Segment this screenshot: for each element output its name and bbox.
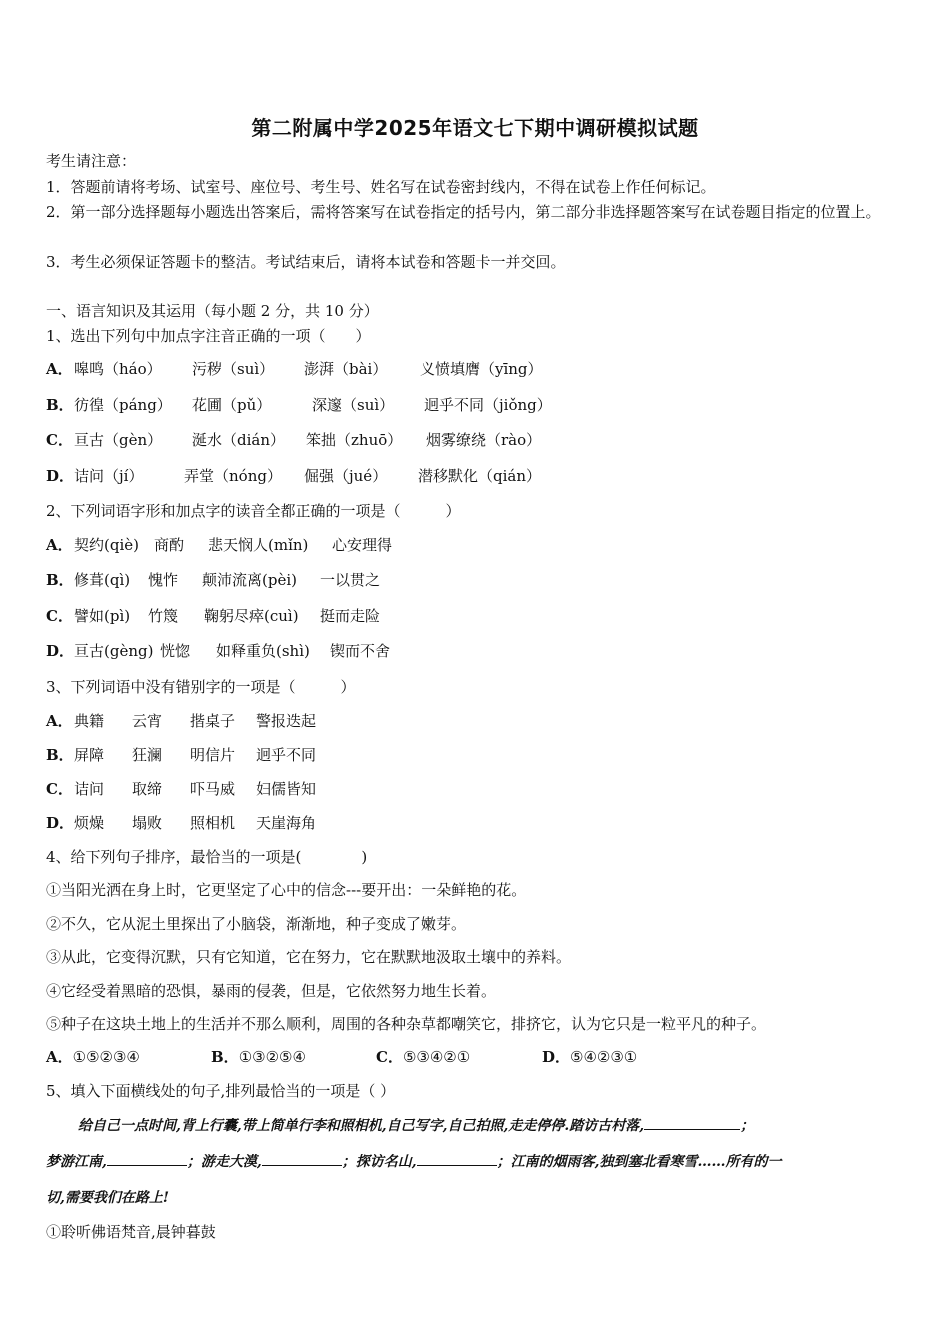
option-item: 塌败 bbox=[132, 814, 163, 832]
page-title: 第二附属中学2025年语文七下期中调研模拟试题 bbox=[251, 116, 699, 140]
q2-stem: 2、下列词语字形和加点字的读音全都正确的一项是（ ） bbox=[46, 502, 461, 520]
passage-line-1 bbox=[46, 1108, 906, 1144]
option-item: 商酌 bbox=[154, 536, 185, 554]
option-item: 义愤填膺（yīng） bbox=[420, 360, 543, 378]
option-letter: D． bbox=[46, 814, 75, 832]
choice-text: ①③②⑤④ bbox=[238, 1048, 306, 1066]
q4-sentence-3: ③从此，它变得沉默，只有它知道，它在努力，它在默默地汲取土壤中的养料。 bbox=[46, 948, 572, 966]
option-item: 恍惚 bbox=[160, 642, 191, 660]
q1-option-a[interactable] bbox=[46, 359, 543, 379]
option-item: 迥乎不同 bbox=[256, 746, 317, 764]
option-item: 警报迭起 bbox=[256, 712, 317, 730]
option-item: 锲而不舍 bbox=[330, 642, 391, 660]
choice-letter: A． bbox=[46, 1048, 73, 1066]
q3-option-a[interactable] bbox=[46, 711, 316, 731]
q1-option-c[interactable] bbox=[46, 430, 541, 450]
option-item: 云宵 bbox=[132, 712, 163, 730]
q5-item-1: ①聆听佛语梵音,晨钟暮鼓 bbox=[46, 1223, 216, 1241]
option-item: 挺而走险 bbox=[320, 607, 381, 625]
q2-option-b[interactable] bbox=[46, 570, 380, 590]
option-item: 一以贯之 bbox=[320, 571, 381, 589]
option-item: 明信片 bbox=[190, 746, 236, 764]
section-heading: 一、语言知识及其运用（每小题 2 分，共 10 分） bbox=[46, 302, 379, 320]
q4-sentence-2: ②不久，它从泥土里探出了小脑袋，渐渐地，种子变成了嫩芽。 bbox=[46, 915, 467, 933]
option-item: 屏障 bbox=[74, 746, 105, 764]
option-item: 取缔 bbox=[132, 780, 163, 798]
blank-1[interactable] bbox=[644, 1115, 740, 1130]
option-item: 弄堂（nóng） bbox=[184, 467, 282, 485]
q4-choice-b[interactable] bbox=[211, 1047, 376, 1067]
option-item: 天崖海角 bbox=[256, 814, 317, 832]
option-item: 悲天悯人(mǐn) bbox=[208, 536, 309, 554]
option-item: 花圃（pǔ） bbox=[192, 396, 272, 414]
option-item: 颠沛流离(pèi) bbox=[202, 571, 297, 589]
q4-choice-d[interactable] bbox=[542, 1047, 637, 1067]
option-item: 深邃（suì） bbox=[312, 396, 395, 414]
option-item: 嗥鸣（háo） bbox=[74, 360, 162, 378]
option-item: 鞠躬尽瘁(cuì) bbox=[204, 607, 299, 625]
notice-item-1: 1．答题前请将考场、试室号、座位号、考生号、姓名写在试卷密封线内，不得在试卷上作任何标记。 bbox=[46, 178, 716, 196]
option-item: 揩桌子 bbox=[190, 712, 236, 730]
option-item: 吓马威 bbox=[190, 780, 236, 798]
option-item: 烦燥 bbox=[74, 814, 105, 832]
passage-text: ；游走大漠, bbox=[186, 1154, 262, 1170]
q3-option-b[interactable] bbox=[46, 745, 316, 765]
option-item: 亘古（gèn） bbox=[74, 431, 163, 449]
option-item: 典籍 bbox=[74, 712, 105, 730]
q3-stem: 3、下列词语中没有错别字的一项是（ ） bbox=[46, 678, 356, 696]
option-item: 譬如(pì) bbox=[74, 607, 131, 625]
passage-text: ；江南的烟雨客,独到塞北看寒雪……所有的一 bbox=[496, 1154, 782, 1170]
option-item: 修葺(qì) bbox=[74, 571, 131, 589]
blank-2[interactable] bbox=[107, 1151, 187, 1166]
q4-sentence-1: ①当阳光洒在身上时，它更坚定了心中的信念---要开出：一朵鲜艳的花。 bbox=[46, 881, 527, 899]
notice-heading: 考生请注意： bbox=[46, 152, 137, 170]
option-item: 如释重负(shì) bbox=[216, 642, 310, 660]
passage-text: ；探访名山, bbox=[341, 1154, 417, 1170]
blank-3[interactable] bbox=[262, 1151, 342, 1166]
option-item: 照相机 bbox=[190, 814, 236, 832]
option-letter: B． bbox=[46, 396, 74, 414]
q3-option-c[interactable] bbox=[46, 779, 316, 799]
option-item: 彷徨（páng） bbox=[74, 396, 172, 414]
passage-text: 切,需要我们在路上! bbox=[46, 1190, 170, 1206]
q2-option-a[interactable] bbox=[46, 535, 392, 555]
option-letter: A． bbox=[46, 712, 73, 730]
option-item: 烟雾缭绕（rào） bbox=[426, 431, 542, 449]
option-item: 契约(qiè) bbox=[74, 536, 139, 554]
q2-option-c[interactable] bbox=[46, 606, 380, 626]
notice-item-2: 2．第一部分选择题每小题选出答案后，需将答案写在试卷指定的括号内，第二部分非选择题答案写在试卷题目指定的位置上。 bbox=[46, 203, 881, 221]
option-letter: A． bbox=[46, 536, 73, 554]
passage-line-2 bbox=[46, 1144, 906, 1180]
choice-text: ①⑤②③④ bbox=[72, 1048, 140, 1066]
choice-letter: B． bbox=[211, 1048, 239, 1066]
q5-stem: 5、填入下面横线处的句子,排列最恰当的一项是（ ） bbox=[46, 1082, 396, 1100]
option-letter: D． bbox=[46, 642, 75, 660]
q4-choices bbox=[46, 1047, 637, 1067]
passage-text: 梦游江南, bbox=[46, 1154, 107, 1170]
option-item: 亘古(gèng) bbox=[74, 642, 154, 660]
q1-option-d[interactable] bbox=[46, 466, 541, 486]
choice-text: ⑤④②③① bbox=[570, 1048, 638, 1066]
blank-4[interactable] bbox=[417, 1151, 497, 1166]
choice-letter: C． bbox=[376, 1048, 403, 1066]
option-letter: C． bbox=[46, 431, 73, 449]
option-item: 倔强（jué） bbox=[304, 467, 388, 485]
option-item: 妇儒皆知 bbox=[256, 780, 317, 798]
option-letter: B． bbox=[46, 571, 74, 589]
option-item: 诘问 bbox=[74, 780, 105, 798]
option-letter: C． bbox=[46, 780, 73, 798]
passage-text: ； bbox=[740, 1118, 755, 1134]
q3-option-d[interactable] bbox=[46, 813, 316, 833]
passage-text: 给自己一点时间,背上行囊,带上简单行李和照相机,自己写字,自己拍照,走走停停.踏访古村落, bbox=[78, 1118, 645, 1134]
choice-letter: D． bbox=[542, 1048, 571, 1066]
option-letter: D． bbox=[46, 467, 75, 485]
option-item: 诘问（jí） bbox=[74, 467, 144, 485]
notice-item-3: 3．考生必须保证答题卡的整洁。考试结束后，请将本试卷和答题卡一并交回。 bbox=[46, 253, 566, 271]
option-letter: B． bbox=[46, 746, 74, 764]
choice-text: ⑤③④②① bbox=[402, 1048, 471, 1066]
q4-choice-a[interactable] bbox=[46, 1047, 211, 1067]
option-item: 竹篾 bbox=[148, 607, 179, 625]
option-item: 心安理得 bbox=[332, 536, 393, 554]
q4-choice-c[interactable] bbox=[376, 1047, 542, 1067]
option-item: 笨拙（zhuō） bbox=[306, 431, 403, 449]
q5-passage bbox=[46, 1108, 906, 1216]
option-item: 澎湃（bài） bbox=[304, 360, 388, 378]
q4-stem: 4、给下列句子排序，最恰当的一项是( ) bbox=[46, 848, 368, 866]
q4-sentence-4: ④它经受着黑暗的恐惧，暴雨的侵袭，但是，它依然努力地生长着。 bbox=[46, 982, 497, 1000]
option-item: 潜移默化（qián） bbox=[418, 467, 542, 485]
option-letter: C． bbox=[46, 607, 73, 625]
option-item: 污秽（suì） bbox=[192, 360, 275, 378]
q2-option-d[interactable] bbox=[46, 641, 390, 661]
option-item: 涎水（dián） bbox=[192, 431, 286, 449]
q4-sentence-5: ⑤种子在这块土地上的生活并不那么顺利，周围的各种杂草都嘲笑它，排挤它，认为它只是一粒平凡的种子。 bbox=[46, 1015, 767, 1033]
option-letter: A． bbox=[46, 360, 73, 378]
option-item: 愧怍 bbox=[148, 571, 179, 589]
option-item: 迥乎不同（jiǒng） bbox=[424, 396, 552, 414]
option-item: 狂澜 bbox=[132, 746, 163, 764]
passage-line-3 bbox=[46, 1180, 906, 1216]
q1-stem: 1、选出下列句中加点字注音正确的一项（ ） bbox=[46, 327, 371, 345]
q1-option-b[interactable] bbox=[46, 395, 552, 415]
